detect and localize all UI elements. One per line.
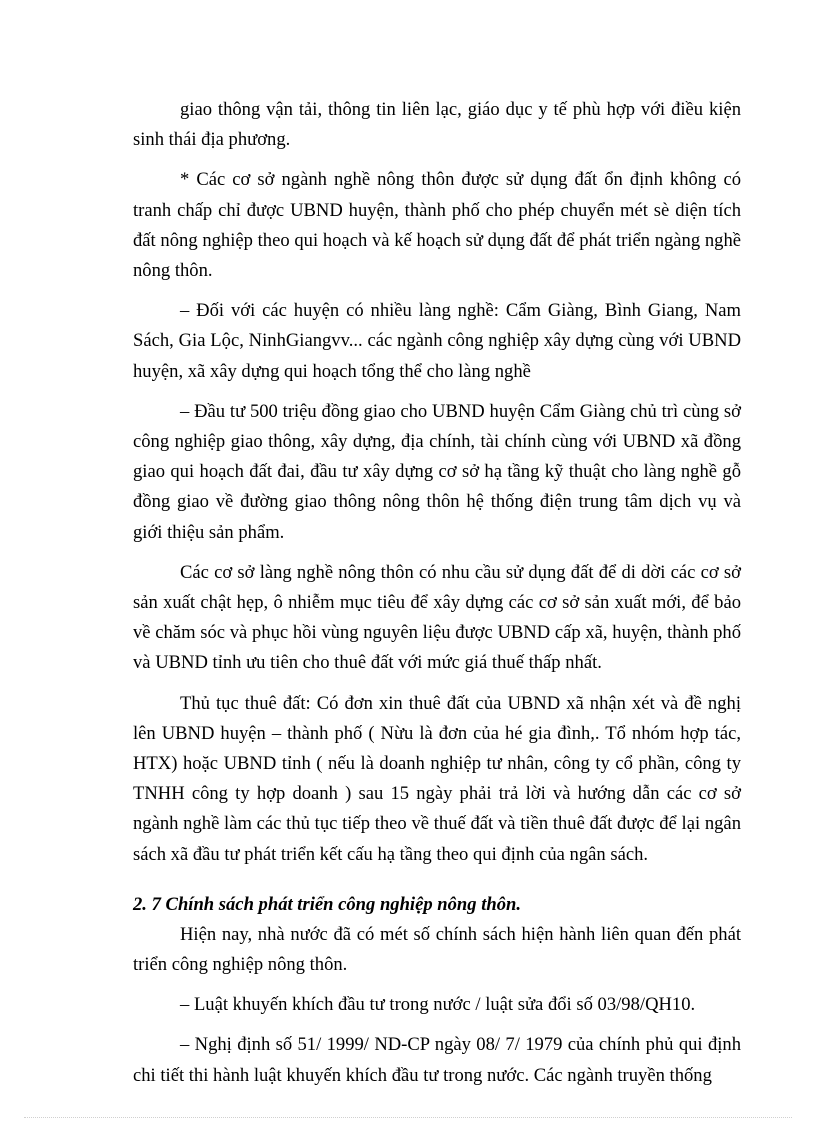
section-heading: 2. 7 Chính sách phát triển công nghiệp nông thôn. bbox=[133, 893, 522, 915]
paragraph-9: – Nghị định số 51/ 1999/ ND-CP ngày 08/ 7/ 1979 của chính phủ qui định chi tiết thi hành luật khuyến khích đầu tư trong nước. Các ngành truyền thống bbox=[133, 1034, 741, 1086]
paragraph-8: – Luật khuyến khích đầu tư trong nước / luật sửa đổi số 03/98/QH10. bbox=[180, 994, 696, 1016]
paragraph-3: – Đối với các huyện có nhiều làng nghề: Cẩm Giàng, Bình Giang, Nam Sách, Gia Lộc, NinhGiangvv... các ngành công nghiệp xây dựng cùng với UBND huyện, xã xây dựng qui hoạch tổng thể cho làng nghề bbox=[133, 300, 741, 382]
paragraph-4: – Đầu tư 500 triệu đồng giao cho UBND huyện Cẩm Giàng chủ trì cùng sở công nghiệp giao thông, xây dựng, địa chính, tài chính cùng với UBND xã đồng giao qui hoạch đất đai, đầu tư xây dựng cơ sở hạ tầng kỹ thuật cho làng nghề gỗ đồng giao về đường giao thông nông thôn hệ thống điện trung tâm dịch vụ và giới thiệu sản phẩm. bbox=[133, 400, 741, 543]
page-bottom-divider bbox=[24, 1117, 792, 1118]
paragraph-1: giao thông vận tải, thông tin liên lạc, giáo dục y tế phù hợp với điều kiện sinh thái địa phương. bbox=[133, 99, 741, 151]
paragraph-6: Thủ tục thuê đất: Có đơn xin thuê đất của UBND xã nhận xét và đề nghị lên UBND huyện – thành phố ( Nừu là đơn của hé gia đình,. Tổ nhóm hợp tác, HTX) hoặc UBND tỉnh ( nếu là doanh nghiệp tư nhân, công ty cổ phần, công ty TNHH công ty hợp doanh ) sau 15 ngày phải trả lời và hướng dẫn các cơ sở ngành nghề làm các thủ tục tiếp theo về thuế đất và tiền thuê đất được để lại ngân sách xã đầu tư phát triển kết cấu hạ tầng theo qui định của ngân sách. bbox=[133, 692, 741, 865]
paragraph-5: Các cơ sở làng nghề nông thôn có nhu cầu sử dụng đất để di dời các cơ sở sản xuất chật hẹp, ô nhiễm mục tiêu để xây dựng các cơ sở sản xuất mới, để bảo về chăm sóc và phục hồi vùng nguyên liệu được UBND cấp xã, huyện, thành phố và UBND tỉnh ưu tiên cho thuê đất với mức giá thuế thấp nhất. bbox=[133, 561, 741, 674]
paragraph-2: * Các cơ sở ngành nghề nông thôn được sử dụng đất ổn định không có tranh chấp chỉ được UBND huyện, thành phố cho phép chuyển mét sè diện tích đất nông nghiệp theo qui hoạch và kế hoạch sử dụng đất để phát triển ngàng nghề nông thôn. bbox=[133, 169, 741, 282]
document-body bbox=[133, 95, 741, 1101]
paragraph-7: Hiện nay, nhà nước đã có mét số chính sách hiện hành liên quan đến phát triển công nghiệp nông thôn. bbox=[133, 923, 741, 976]
